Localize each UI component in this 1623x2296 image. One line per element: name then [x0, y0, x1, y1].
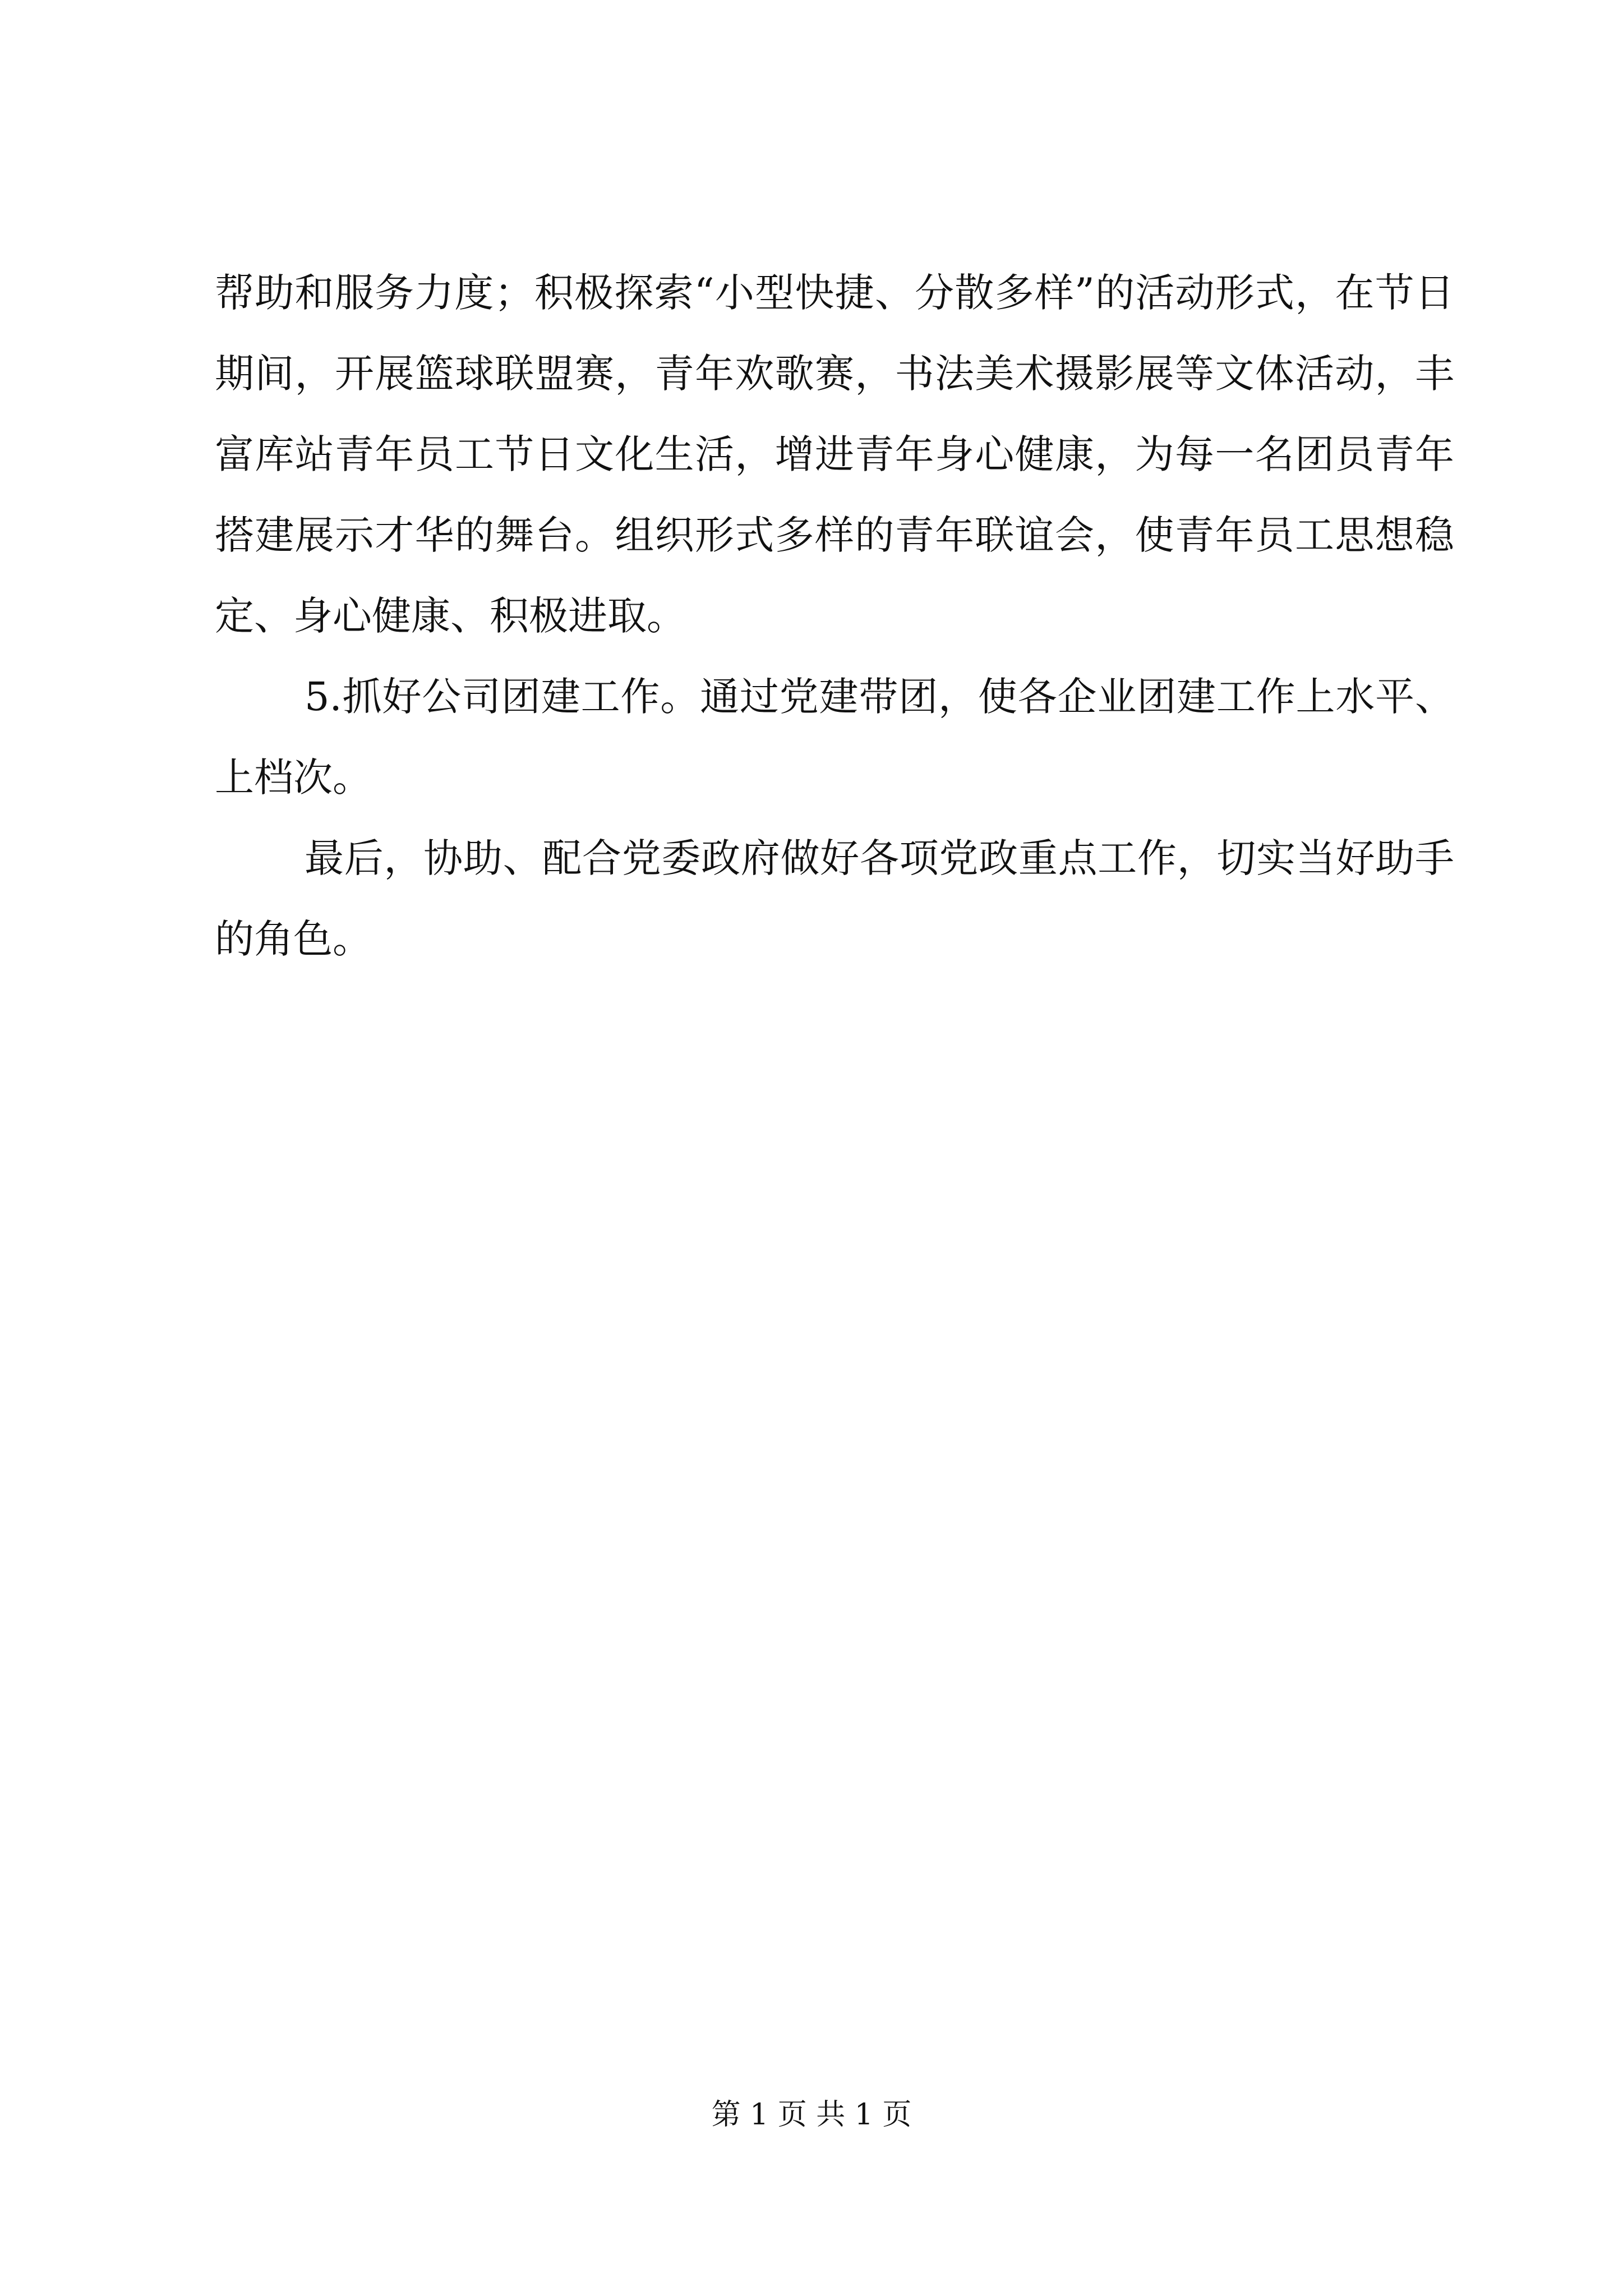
page-footer: 第 1 页 共 1 页 [711, 2098, 912, 2132]
paragraph-item-5: 5.抓好公司团建工作。通过党建带团，使各企业团建工作上水平、上档次。 [215, 674, 1454, 800]
paragraph-conclusion: 最后，协助、配合党委政府做好各项党政重点工作，切实当好助手的角色。 [215, 835, 1454, 962]
paragraph-activities: 帮助和服务力度；积极探索“小型快捷、分散多样”的活动形式，在节日期间，开展篮球联盟赛，青年欢歌赛，书法美术摄影展等文体活动，丰富库站青年员工节日文化生活，增进青年身心健康，为每一名团员青年搭建展示才华的舞台。组织形式多样的青年联谊会，使青年员工思想稳定、身心健康、积极进取。 [215, 270, 1454, 639]
document-body [215, 252, 1454, 979]
